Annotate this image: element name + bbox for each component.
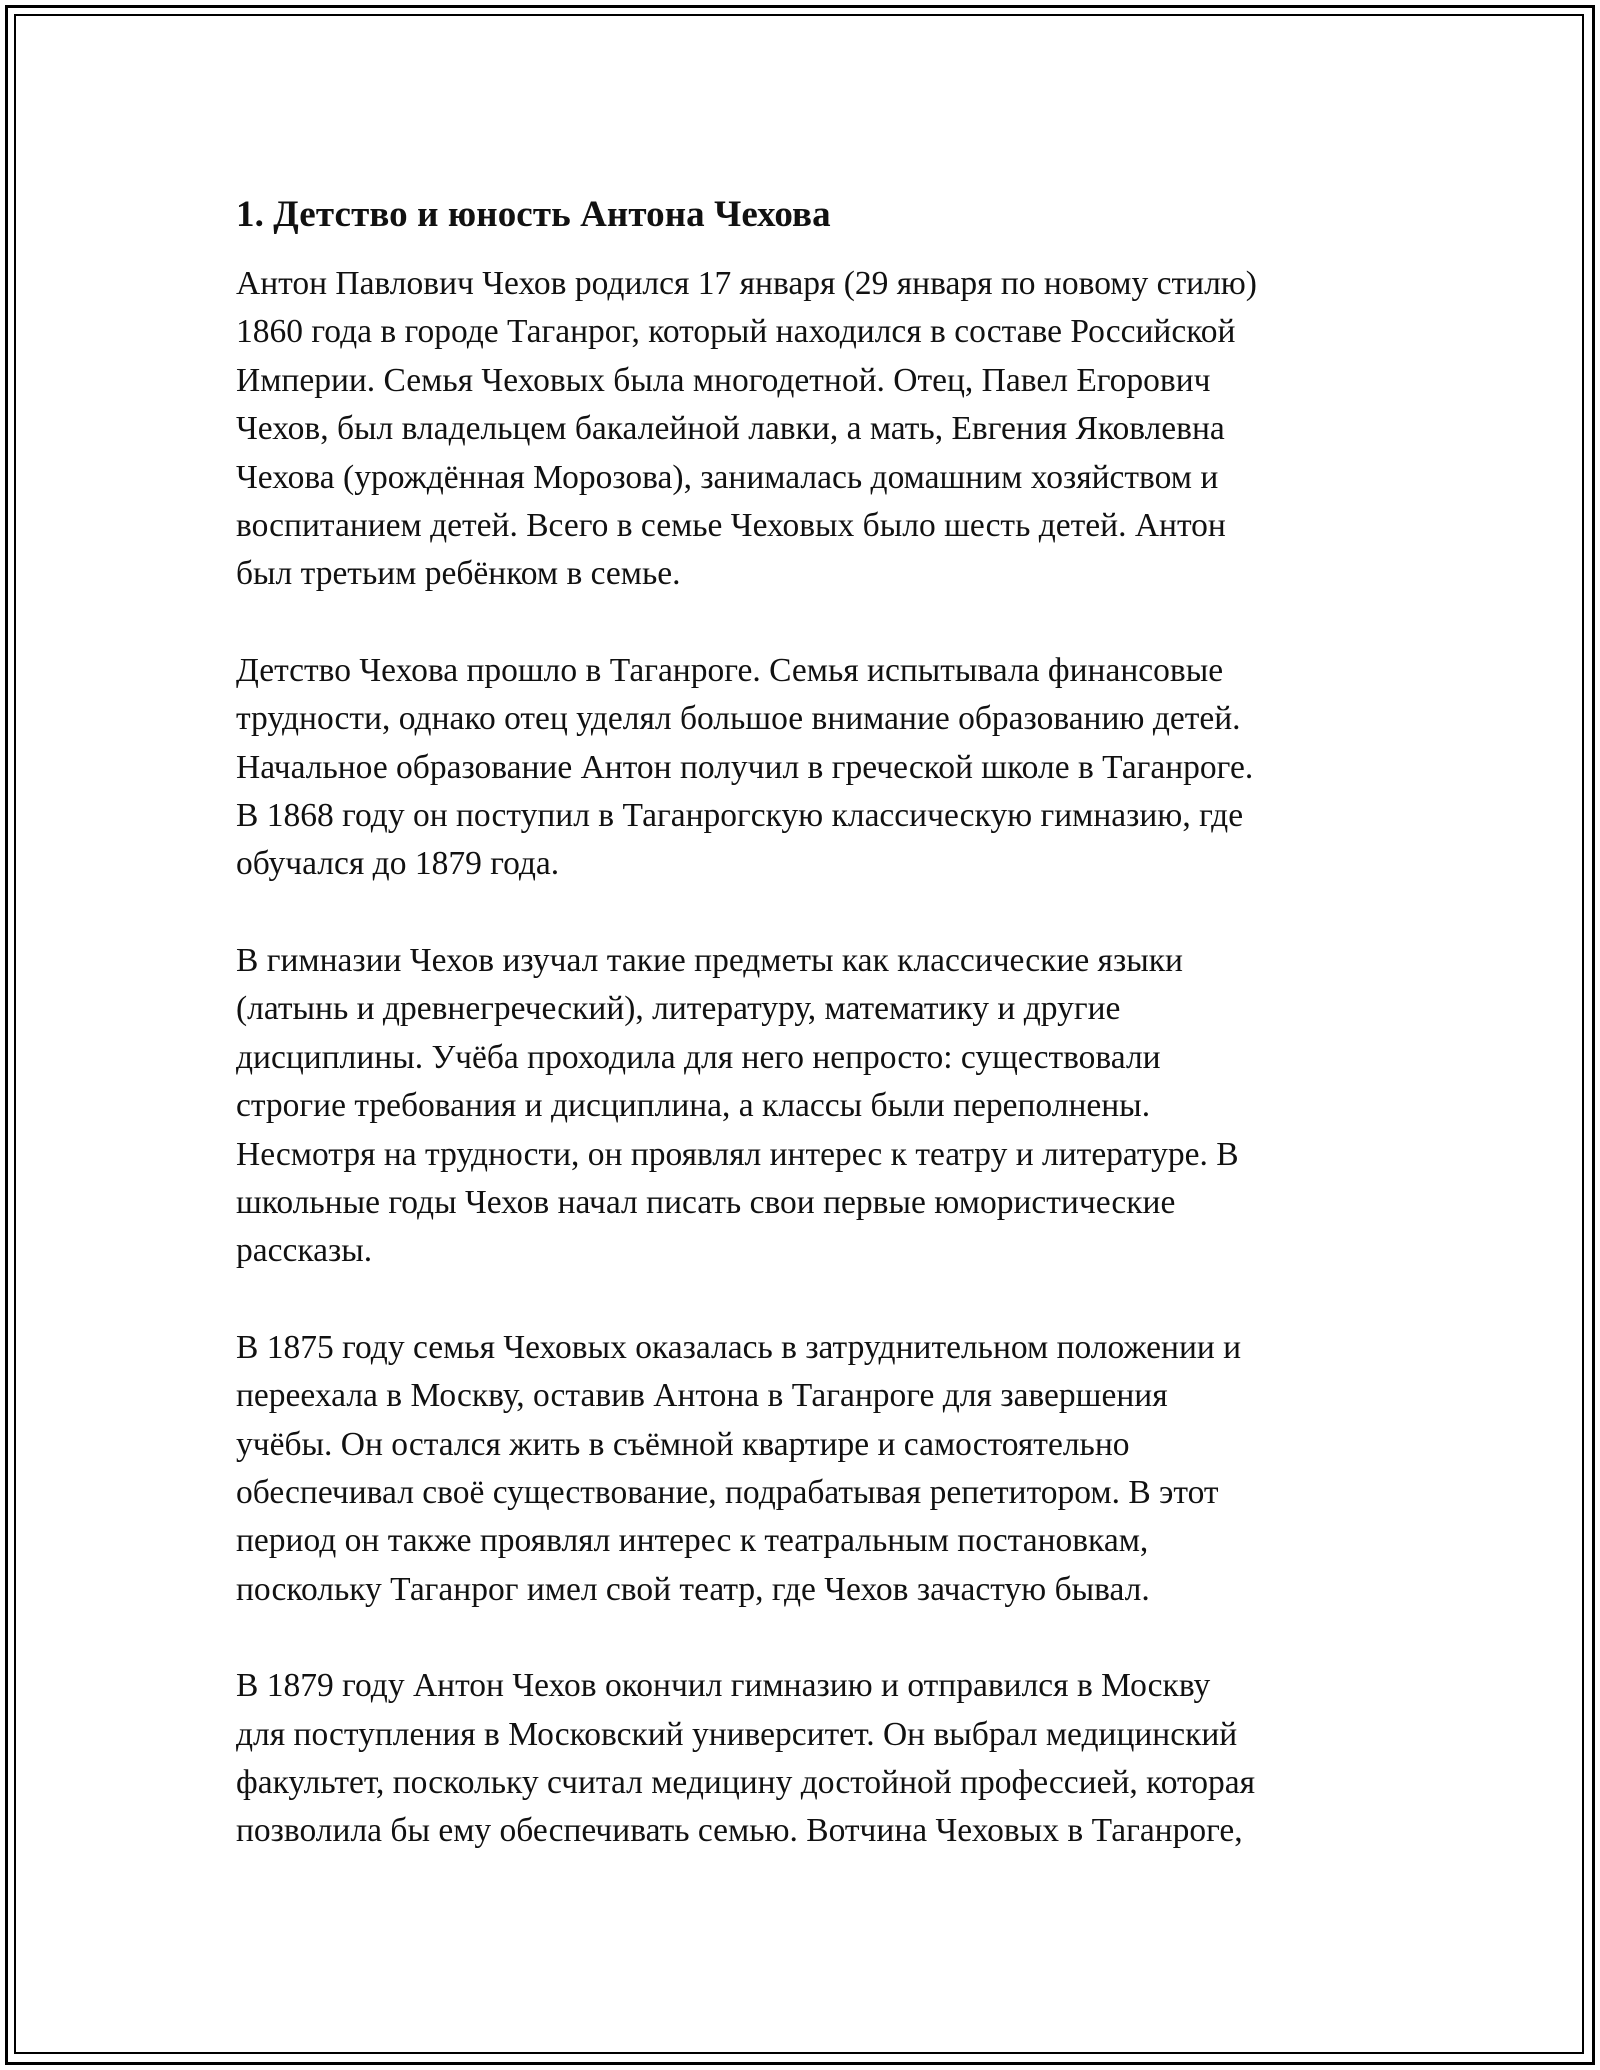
paragraph-gymnasium: В гимназии Чехов изучал такие предметы как классические языки (латынь и древнегреческий), литературу, математику и другие дисциплины. Учёба проходила для него непросто: существовали строгие требования и дисциплина, а классы были переполнены. Несмотря на трудности, он проявлял интерес к театру и литературе. В школьные годы Чехов начал писать свои первые юмористические рассказы. — [236, 941, 1239, 1270]
paragraph-university: В 1879 году Антон Чехов окончил гимназию и отправился в Москву для поступления в Московский университет. Он выбрал медицинский факультет, поскольку считал медицину достойной профессией, которая позволила бы ему обеспечивать семью. Вотчина Чеховых в Таганроге, — [236, 1667, 1255, 1850]
document-body — [236, 186, 1376, 1904]
paragraph-childhood: Детство Чехова прошло в Таганроге. Семья испытывала финансовые трудности, однако отец уделял большое внимание образованию детей. Начальное образование Антон получил в греческой школе в Таганроге. В 1868 году он поступил в Таганрогскую классическую гимназию, где обучался до 1879 года. — [236, 651, 1254, 883]
paragraph-family-move: В 1875 году семья Чеховых оказалась в затруднительном положении и переехала в Москву, оставив Антона в Таганроге для завершения учёбы. Он остался жить в съёмной квартире и самостоятельно обеспечивал своё существование, подрабатывая репетитором. В этот период он также проявлял интерес к театральным постановкам, поскольку Таганрог имел свой театр, где Чехов зачастую бывал. — [236, 1328, 1242, 1608]
paragraph-birth: Антон Павлович Чехов родился 17 января (29 января по новому стилю) 1860 года в городе Таганрог, который находился в составе Российской Империи. Семья Чеховых была многодетной. Отец, Павел Егорович Чехов, был владельцем бакалейной лавки, а мать, Евгения Яковлевна Чехова (урождённая Морозова), занималась домашним хозяйством и воспитанием детей. Всего в семье Чеховых было шесть детей. Антон был третьим ребёнком в семье. — [236, 265, 1257, 593]
section-heading: 1. Детство и юность Антона Чехова — [236, 194, 831, 235]
